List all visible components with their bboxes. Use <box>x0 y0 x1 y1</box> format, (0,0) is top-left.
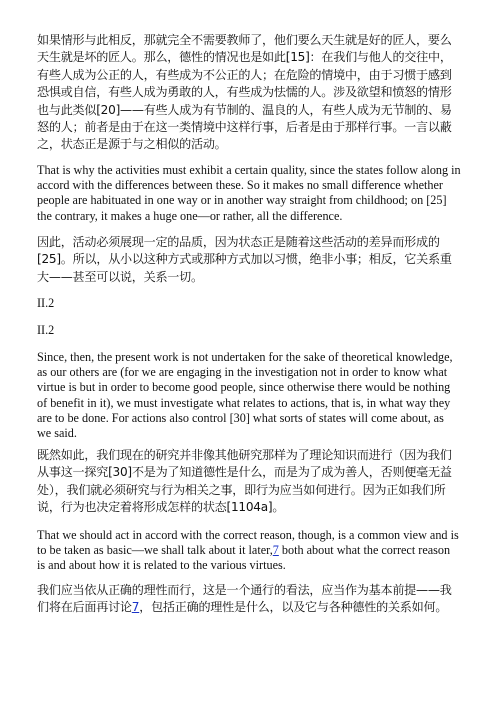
paragraph-en-2: Since, then, the present work is not undertaken for the sake of theoretical knowledge, as our others are (for we are engaging in the investigation not in order to know what virtue is but in order to become good people, since otherwise there would be nothing of benefit in it), we must investigate what relates to actions, that is, in what way they are to be done. For actions also control [30] what sorts of states will come about, as we said. <box>37 350 453 441</box>
paragraph-text: ，包括正确的理性是什么，以及它与各种德性的关系如何。 <box>139 600 448 615</box>
paragraph-zh-4 <box>37 582 461 617</box>
footnote-link[interactable]: 7 <box>272 543 279 558</box>
section-heading: II.2 <box>37 323 55 337</box>
paragraph-en-1: That is why the activities must exhibit a certain quality, since the states follow along in accord with the differences between these. So it makes no small difference whether people are habituated in one way or in another way straight from childhood; on [25] the contrary, it makes a huge one—or rather, all the difference. <box>37 163 461 223</box>
section-heading: II.2 <box>37 296 55 310</box>
paragraph-zh-1: 如果情形与此相反，那就完全不需要教师了，他们要么天生就是好的匠人，要么天生就是坏的匠人。那么，德性的情况也是如此[15]：在我们与他人的交往中，有些人成为公正的人，有些成为不公正的人；在危险的情境中，由于习惯于感到恐惧或自信，有些人成为勇敢的人，有些成为怯懦的人。涉及欲望和愤怒的情形也与此类似[20]——有些人成为有节制的、温良的人，有些人成为无节制的、易怒的人；前者是由于在这一类情境中这样行事，后者是由于那样行事。一言以蔽之，状态正是源于与之相似的活动。 <box>37 33 452 152</box>
paragraph-zh-3: 既然如此，我们现在的研究并非像其他研究那样为了理论知识而进行（因为我们从事这一探究[30]不是为了知道德性是什么，而是为了成为善人，否则便毫无益处），我们就必须研究与行为相关之事，即行为应当如何进行。因为正如我们所说，行为也决定着将形成怎样的状态[1104a]。 <box>37 448 452 515</box>
paragraph-en-3 <box>37 528 461 574</box>
paragraph-zh-2: 因此，活动必须展现一定的品质，因为状态正是随着这些活动的差异而形成的[25]。所以，从小以这种方式或那种方式加以习惯，绝非小事；相反，它关系重大——甚至可以说，关系一切。 <box>37 235 452 284</box>
paragraph-text: 我们应当依从正确的理性而行，这是一个通行的看法，应当作为基本前提——我们将在后面再讨论 <box>37 583 452 615</box>
paragraph-text: That we should act in accord with the correct reason, though, is a common view and is to be taken as basic—we shall talk about it later, <box>37 528 459 558</box>
paragraph-text: both about what the correct reason is and about how it is related to the various virtues. <box>37 543 451 573</box>
footnote-link[interactable]: 7 <box>131 600 140 615</box>
